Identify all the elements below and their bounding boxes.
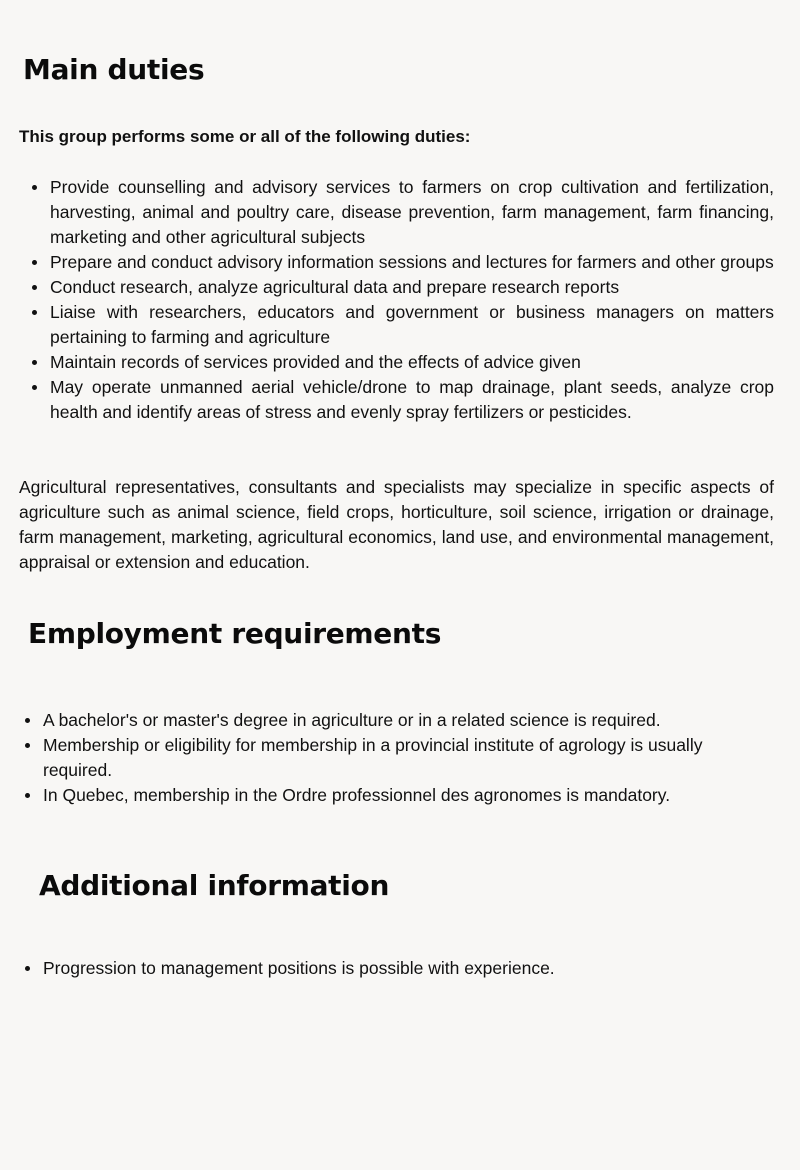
main-duties-heading: Main duties xyxy=(23,53,205,86)
list-item: Conduct research, analyze agricultural data and prepare research reports xyxy=(19,275,774,300)
list-item: Liaise with researchers, educators and government or business managers on matters pertaining to farming and agriculture xyxy=(19,300,774,350)
duties-list xyxy=(19,175,774,425)
list-item: Provide counselling and advisory services to farmers on crop cultivation and fertilization, harvesting, animal and poultry care, disease prevention, farm management, farm financing, marketing and other agricultural subjects xyxy=(19,175,774,250)
requirements-list xyxy=(19,708,749,808)
additional-information-heading: Additional information xyxy=(39,869,390,902)
list-item: Prepare and conduct advisory information sessions and lectures for farmers and other groups xyxy=(19,250,774,275)
employment-requirements-heading: Employment requirements xyxy=(28,617,442,650)
list-item: Maintain records of services provided and the effects of advice given xyxy=(19,350,774,375)
list-item: A bachelor's or master's degree in agriculture or in a related science is required. xyxy=(19,708,749,733)
list-item: Membership or eligibility for membership in a provincial institute of agrology is usually required. xyxy=(19,733,749,783)
list-item: In Quebec, membership in the Ordre professionnel des agronomes is mandatory. xyxy=(19,783,749,808)
additional-info-list xyxy=(19,956,749,981)
specialization-paragraph: Agricultural representatives, consultants and specialists may specialize in specific aspects of agriculture such as animal science, field crops, horticulture, soil science, irrigation or drainage, farm management, marketing, agricultural economics, land use, and environmental management, appraisal or extension and education. xyxy=(19,477,774,572)
list-item: May operate unmanned aerial vehicle/drone to map drainage, plant seeds, analyze crop health and identify areas of stress and evenly spray fertilizers or pesticides. xyxy=(19,375,774,425)
duties-lead-text: This group performs some or all of the following duties: xyxy=(19,127,471,146)
list-item: Progression to management positions is possible with experience. xyxy=(19,956,749,981)
